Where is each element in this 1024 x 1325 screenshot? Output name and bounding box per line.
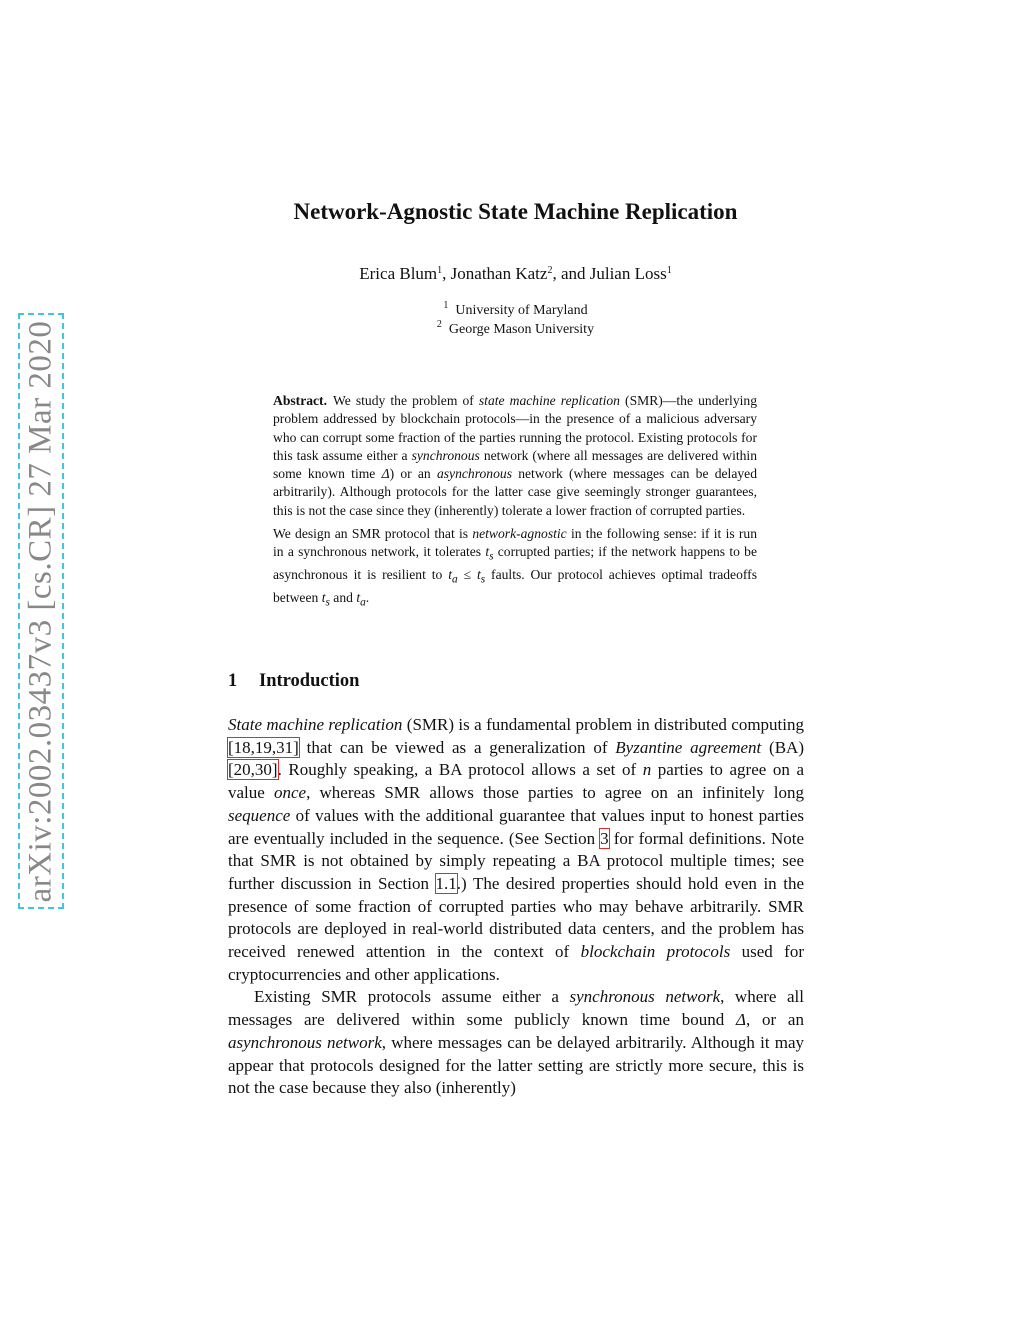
author-list: Erica Blum$^1$, Jonathan Katz$^2$, and Julian Loss$^1$ [359, 264, 672, 283]
arxiv-stamp [18, 313, 64, 909]
paper-title: Network-Agnostic State Machine Replication [293, 199, 738, 224]
author-name: Erica Blum [359, 264, 438, 283]
author-affil-mark: 1 [666, 265, 672, 276]
body-paragraph: Existing SMR protocols assume either a synchronous network, where all messages are delivered within some publicly known time bound Δ, or an asynchronous network, where messages can be delayed arbitrarily. Although it may appear that protocols designed for the latter setting are strictly more secure, this is not the case because they also (inherently) [228, 987, 805, 1098]
section-link[interactable]: 3 [600, 828, 609, 848]
affiliation-line: $^2$ George Mason University [436, 319, 595, 337]
author-affil-mark: 1 [437, 265, 443, 276]
section-heading [228, 671, 359, 692]
abstract [273, 392, 757, 612]
section-link[interactable]: 1.1 [435, 873, 457, 893]
intro-body [228, 714, 804, 1100]
author-affil-mark: 2 [547, 265, 553, 276]
affiliations [228, 301, 803, 339]
section-number: 1 [228, 671, 238, 691]
citation-link[interactable]: [18,19,31] [228, 737, 299, 757]
author-name: Julian Loss [589, 264, 667, 283]
section-title: Introduction [259, 671, 360, 691]
citation-link[interactable]: [20,30] [228, 760, 278, 780]
body-paragraph: State machine replication (SMR) is a fundamental problem in distributed computing [18,19,31] that can be viewed as a generalization of Byzantine agreement (BA) [20,30]. Roughly speaking, a BA protocol allows a set of n parties to agree on a value once, whereas SMR allows those parties to agree on an infinitely long sequence of values with the additional guarantee that values input to honest parties are eventually included in the sequence. (See Section 3 for formal definitions. Note that SMR is not obtained by simply repeating a BA protocol multiple times; see further discussion in Section 1.1.) The desired properties should hold even in the presence of some fraction of corrupted parties who may behave arbitrarily. SMR protocols are deployed in real-world distributed data centers, and the problem has received renewed attention in the context of blockchain protocols used for cryptocurrencies and other applications. [228, 715, 805, 984]
affiliation-line: $^1$ University of Maryland [443, 300, 588, 318]
abstract-paragraph: We design an SMR protocol that is network-agnostic in the following sense: if it is run in a synchronous network, it tolerates $t_s$ corrupted parties; if the network happens to be asynchronous it is resilient to $t_a \le t_s$ faults. Our protocol achieves optimal tradeoffs between $t_s$ and $t_a$. [273, 526, 757, 610]
arxiv-stamp-text: arXiv:2002.03437v3 [cs.CR] 27 Mar 2020 [22, 320, 59, 902]
abstract-label: Abstract. [273, 393, 327, 408]
author-name: Jonathan Katz [450, 264, 548, 283]
abstract-paragraph: Abstract. We study the problem of state machine replication (SMR)—the underlying problem addressed by blockchain protocols—in the presence of a malicious adversary who can corrupt some fraction of the parties running the protocol. Existing protocols for this task assume either a synchronous network (where all messages are delivered within some known time Δ) or an asynchronous network (where messages can be delayed arbitrarily). Although protocols for the latter case give seemingly stronger guarantees, this is not the case since they (inherently) tolerate a lower fraction of corrupted parties. [273, 393, 758, 518]
